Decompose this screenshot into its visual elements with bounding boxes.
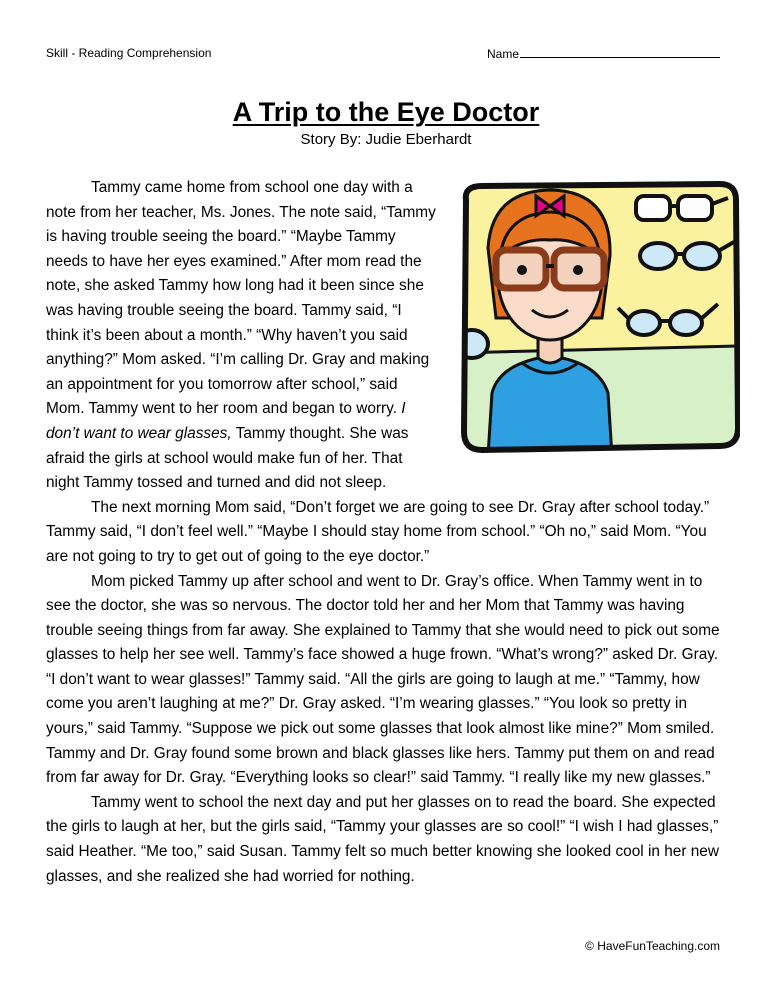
name-label: Name [487,47,520,61]
paragraph-4: Tammy went to school the next day and put her glasses on to read the board. She expected the girls to laugh at her, but the girls said, “Tammy your glasses are so cool!” “I wish I had glasses,” said Heather. “Me too,” said Susan. Tammy felt so much better knowing she looked cool in her new glasses, and she realized she had worried for nothing. [46,793,719,885]
byline: Story By: Judie Eberhardt [300,131,472,148]
story-body [46,176,730,889]
girl-with-glasses-illustration [452,178,740,456]
paragraph-1-text-a: Tammy came home from school one day with a note from her teacher, Ms. Jones. The note said, “Tammy is having trouble seeing the board.” “Maybe Tammy needs to have her eyes examined.” After mom read the note, she asked Tammy how long had it been since she was having trouble seeing the board. Tammy said, “I think it’s been about a month.” “Why haven’t you said anything?” Mom asked. “I’m calling Dr. Gray and making an appointment for you tomorrow after school,” said Mom. Tammy went to her room and began to worry. [46,179,436,418]
name-line[interactable] [520,46,720,58]
copyright-footer: © HaveFunTeaching.com [585,939,720,953]
paragraph-1-italic: I don’t want to wear glasses, [46,400,406,442]
skill-label: Skill - Reading Comprehension [46,46,212,60]
paragraph-3: Mom picked Tammy up after school and went to Dr. Gray’s office. When Tammy went in to see the doctor, she was so nervous. The doctor told her and her Mom that Tammy was having trouble seeing things from far away. She explained to Tammy that she would need to pick out some glasses to help her see well. Tammy’s face showed a huge frown. “What’s wrong?” asked Dr. Gray. “I don’t want to wear glasses!” Tammy said. “All the girls are going to laugh at me.” “Tammy, how come you aren’t laughing at me?” Dr. Gray asked. “I’m wearing glasses.” “You look so pretty in yours,” said Tammy. “Suppose we pick out some glasses that look almost like mine?” Mom smiled. Tammy and Dr. Gray found some brown and black glasses like hers. Tammy put them on and read from far away for Dr. Gray. “Everything looks so clear!” said Tammy. “I really like my new glasses.” [46,572,720,787]
paragraph-2: The next morning Mom said, “Don’t forget we are going to see Dr. Gray after school today.” Tammy said, “I don’t feel well.” “Maybe I should stay home from school.” “Oh no,” said Mom. “You are not going to try to get out of going to the eye doctor.” [46,498,710,565]
page-title: A Trip to the Eye Doctor [232,97,540,127]
paragraph-1-text-b: Tammy thought. She was afraid the girls at school would make fun of her. That night Tammy tossed and turned and did not sleep. [46,424,409,492]
name-field[interactable] [487,46,720,61]
